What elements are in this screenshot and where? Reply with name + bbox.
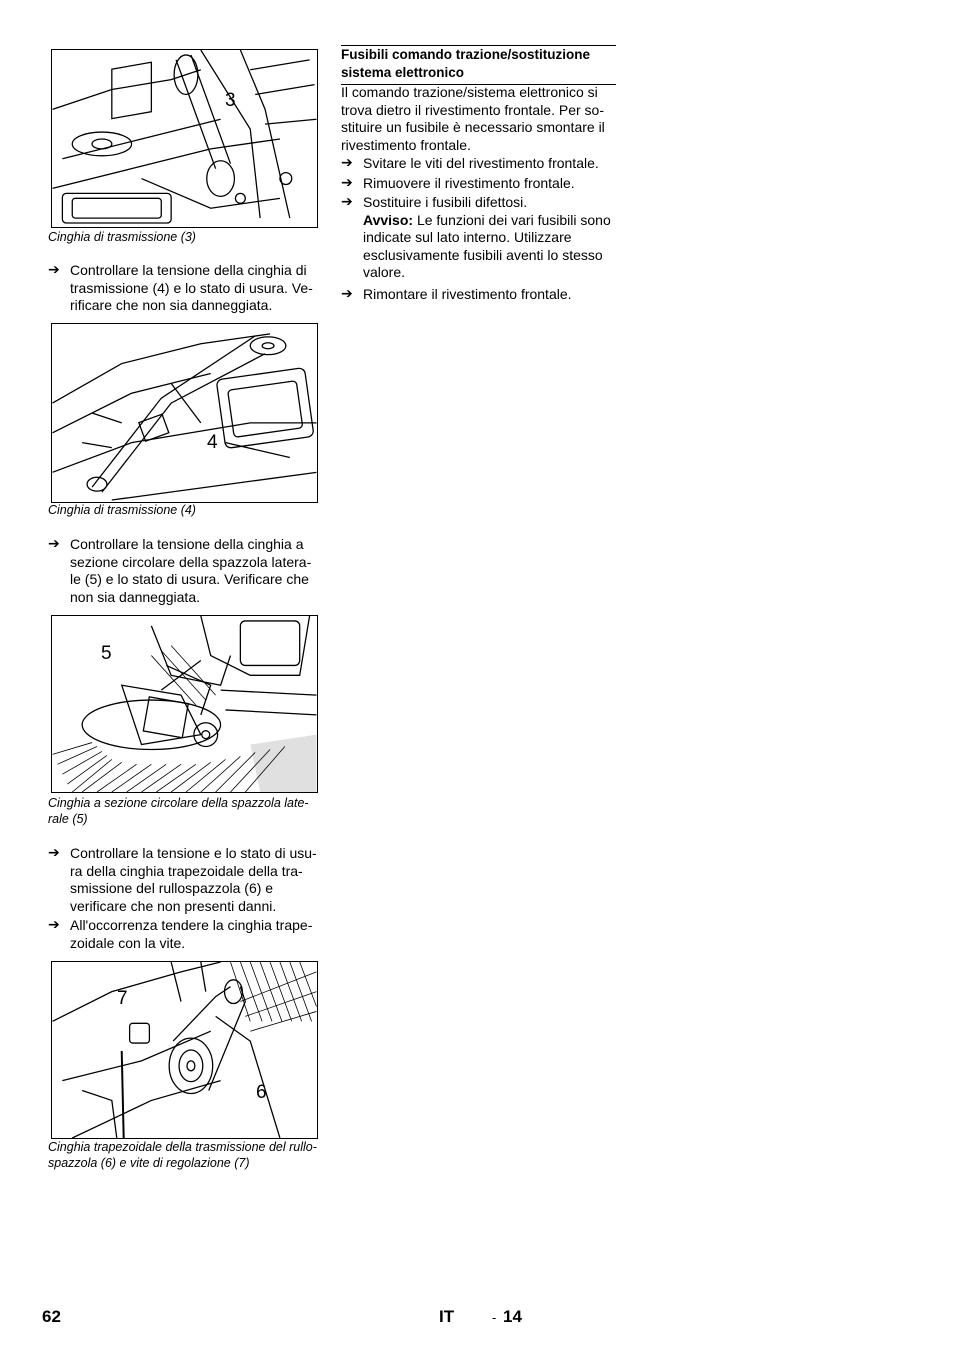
roller-brush-vbelt-illustration xyxy=(52,962,317,1138)
arrow-icon: ➔ xyxy=(48,262,60,278)
arrow-icon: ➔ xyxy=(341,175,353,191)
figure-2-callout-4: 4 xyxy=(207,432,218,453)
step-remove-front-cover: ➔ Rimuovere il rivestimento frontale. xyxy=(341,175,575,191)
drive-belt-4-illustration xyxy=(52,324,317,502)
language-code: IT xyxy=(439,1307,455,1326)
figure-1-caption: Cinghia di trasmissione (3) xyxy=(48,230,196,244)
intro-paragraph: Il comando trazione/sistema elettronico si trova dietro il rivestimento frontale. Per so- stituire un fusibile è necessario smontare il rivestimento frontale. xyxy=(341,84,605,153)
step-check-drive-belt-4: ➔ Controllare la tensione della cinghia di trasmissione (4) e lo stato di usura. Ve- rificare che non sia danneggiata. xyxy=(48,262,313,313)
step-replace-fuses: ➔ Sostituire i fusibili difettosi. Avviso: Le funzioni dei vari fusibili sono indicate sul lato interno. Utilizzare esclusivamente fusibili aventi lo stesso valore. xyxy=(341,194,611,280)
page-number: 62 xyxy=(42,1307,61,1326)
step-check-roller-brush-vbelt: ➔ Controllare la tensione e lo stato di usu- ra della cinghia trapezoidale della tra- smissione del rullospazzola (6) e verificare che non presenti danni. xyxy=(48,845,317,914)
step-tension-vbelt: ➔ All'occorrenza tendere la cinghia trape- zoidale con la vite. xyxy=(48,917,313,951)
notice-label: Avviso: xyxy=(363,211,414,228)
figure-3-caption: Cinghia a sezione circolare della spazzola late- rale (5) xyxy=(48,796,309,826)
arrow-icon: ➔ xyxy=(341,286,353,302)
arrow-icon: ➔ xyxy=(48,845,60,861)
step-unscrew-front-cover: ➔ Svitare le viti del rivestimento frontale. xyxy=(341,155,599,171)
side-brush-belt-5-illustration xyxy=(52,616,317,792)
figure-1-callout-3: 3 xyxy=(225,90,236,111)
figure-drive-belt-3 xyxy=(51,49,318,228)
figure-roller-brush-vbelt-6-7 xyxy=(51,961,318,1139)
section-number: 14 xyxy=(503,1307,522,1326)
footer-dash: - xyxy=(492,1310,497,1325)
figure-2-caption: Cinghia di trasmissione (4) xyxy=(48,503,196,517)
figure-4-callout-7: 7 xyxy=(117,988,128,1009)
arrow-icon: ➔ xyxy=(341,194,353,210)
drive-belt-3-illustration xyxy=(52,50,317,227)
figure-side-brush-belt-5 xyxy=(51,615,318,793)
figure-4-callout-6: 6 xyxy=(256,1082,267,1103)
arrow-icon: ➔ xyxy=(48,536,60,552)
notice-text-line-1: Le funzioni dei vari fusibili sono xyxy=(416,211,611,228)
figure-4-caption: Cinghia trapezoidale della trasmissione del rullo- spazzola (6) e vite di regolazione (7) xyxy=(48,1140,317,1170)
figure-drive-belt-4 xyxy=(51,323,318,503)
step-reinstall-front-cover: ➔ Rimontare il rivestimento frontale. xyxy=(341,286,572,302)
figure-3-callout-5: 5 xyxy=(101,643,112,664)
step-check-side-brush-belt: ➔ Controllare la tensione della cinghia a sezione circolare della spazzola latera- le (5) e lo stato di usura. Verificare che non sia danneggiata. xyxy=(48,536,312,605)
arrow-icon: ➔ xyxy=(48,917,60,933)
section-heading: Fusibili comando trazione/sostituzione sistema elettronico xyxy=(341,47,591,80)
arrow-icon: ➔ xyxy=(341,155,353,171)
